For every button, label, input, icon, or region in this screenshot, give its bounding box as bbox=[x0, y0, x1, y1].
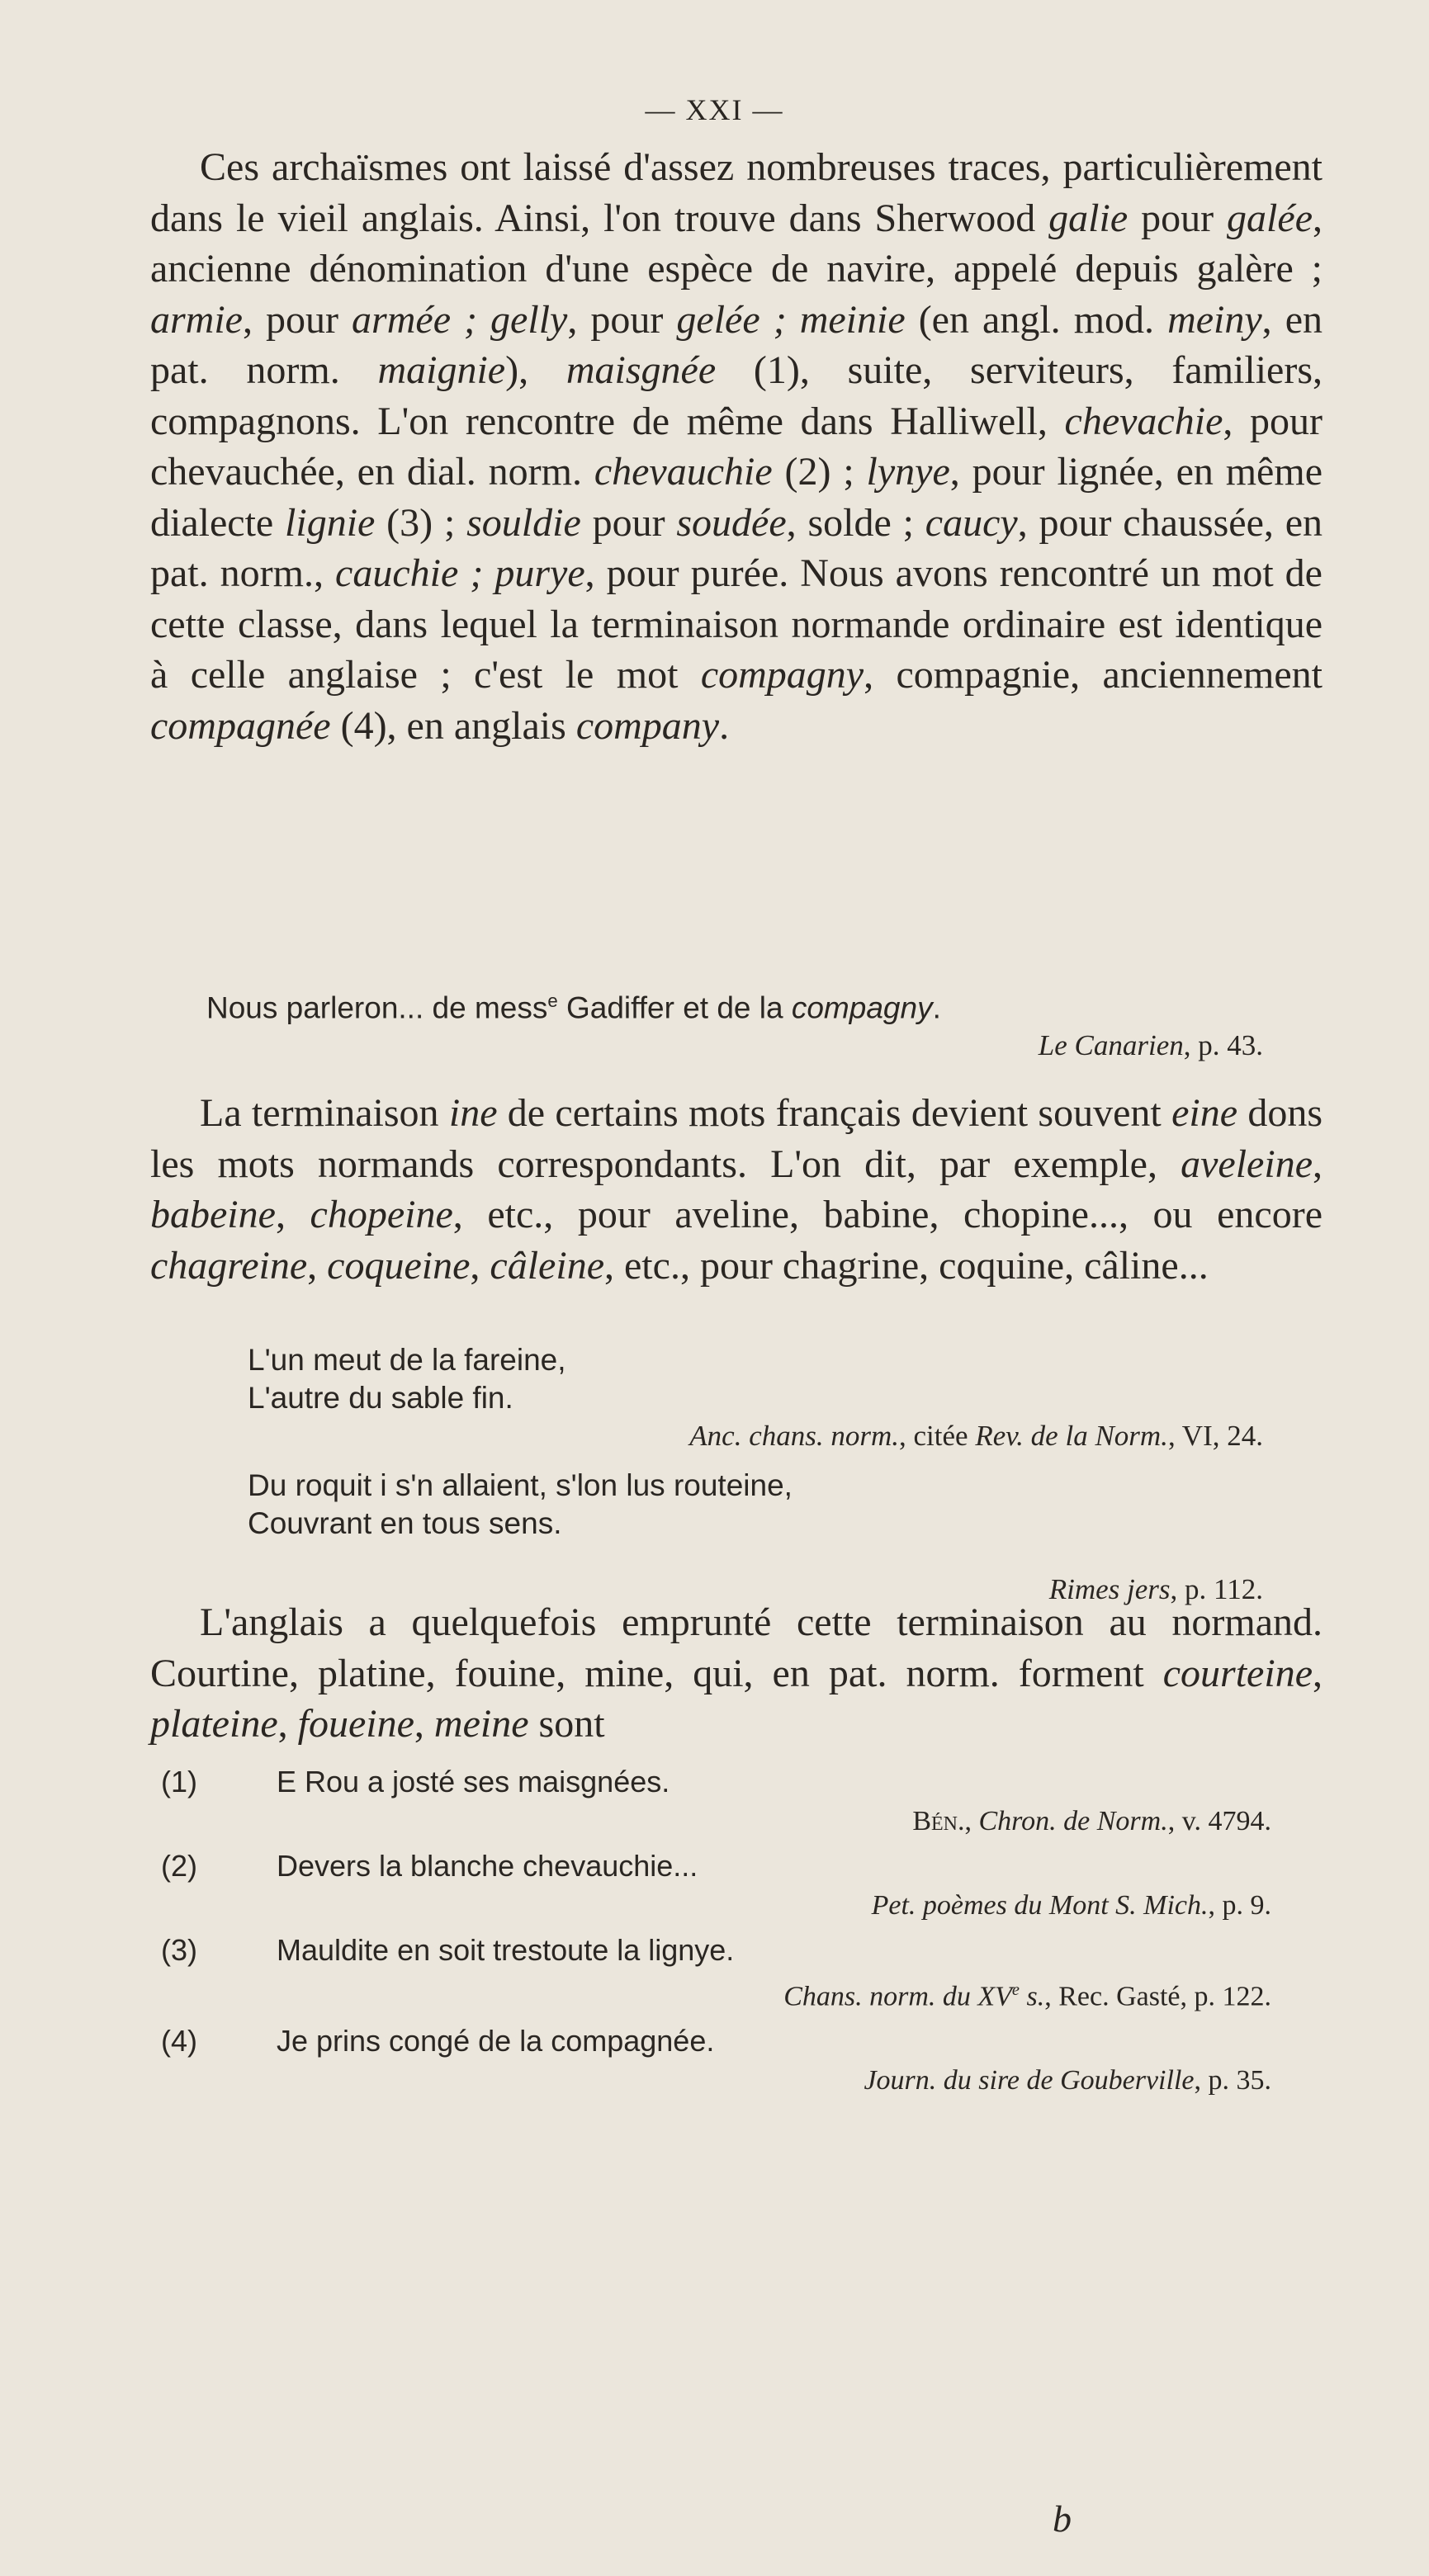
text-run: (2) ; bbox=[772, 450, 867, 494]
text-run: (3) ; bbox=[375, 500, 467, 545]
quote-citation bbox=[206, 1027, 1280, 1065]
text-run: dons les mots normands correspondants. L'on dit, par exemple, bbox=[150, 1091, 1323, 1186]
text-run: ), bbox=[505, 348, 566, 392]
italic-run: babeine bbox=[150, 1193, 276, 1236]
text-run: L'un meut de la fareine, bbox=[248, 1343, 566, 1377]
text-run: , bbox=[277, 1702, 298, 1746]
text-run: , ancienne dénomination d'une espèce de navire, appelé depuis galère ; bbox=[150, 196, 1323, 291]
text-run: , p. 35. bbox=[1194, 2065, 1271, 2096]
text-run: Gadiffer et de la bbox=[557, 990, 792, 1025]
italic-run: meine bbox=[433, 1702, 529, 1746]
paragraph-anglais bbox=[150, 1597, 1323, 1750]
text-run: L'autre du sable fin. bbox=[248, 1381, 513, 1415]
italic-run: câleine bbox=[490, 1243, 604, 1288]
text-run: , bbox=[470, 1243, 490, 1288]
footnote-citation bbox=[277, 1802, 1284, 1841]
text-run: , bbox=[1313, 1651, 1323, 1695]
italic-run: eine bbox=[1171, 1091, 1238, 1135]
italic-run: Rev. de la Norm. bbox=[975, 1420, 1168, 1452]
text-run: Ces archaïsmes ont laissé d'assez nombreuses traces, particulièrement dans le vieil anglais. Ainsi, l'on trouve dans Sherwood bbox=[150, 145, 1323, 240]
footnote-text bbox=[277, 1846, 1284, 1886]
text-run: sont bbox=[528, 1702, 605, 1746]
italic-run: caucy bbox=[925, 500, 1018, 545]
italic-run: soudée bbox=[676, 500, 787, 545]
italic-run: meiny bbox=[1167, 297, 1262, 342]
text-run: Du roquit i s'n allaient, s'lon lus routeine, bbox=[248, 1468, 793, 1502]
italic-run: compagnée bbox=[150, 703, 331, 748]
text-run: , citée bbox=[899, 1420, 976, 1452]
italic-run: gelée ; meinie bbox=[676, 297, 906, 342]
italic-run: chevachie bbox=[1064, 399, 1223, 443]
italic-run: Anc. chans. norm. bbox=[689, 1420, 900, 1452]
italic-run: chopeine bbox=[310, 1193, 453, 1236]
italic-run: Chans. norm. du XV bbox=[783, 1981, 1012, 2012]
footnote-citation bbox=[277, 2061, 1284, 2101]
footnote-number: (4) bbox=[161, 2024, 197, 2058]
page-header: — XXI — bbox=[645, 93, 784, 126]
italic-run: coqueine bbox=[327, 1243, 471, 1288]
text-run: (en angl. mod. bbox=[905, 297, 1168, 342]
text-run: pour bbox=[1128, 196, 1228, 240]
text-run: Nous parleron... de mess bbox=[206, 990, 548, 1025]
italic-run: maisgnée bbox=[565, 348, 717, 392]
text-run: . bbox=[932, 990, 941, 1025]
text-run: , pour lignée, en même dialecte bbox=[150, 450, 1323, 545]
paragraph-text bbox=[150, 1088, 1323, 1291]
text-run: , p. 43. bbox=[1183, 1029, 1263, 1062]
italic-run: Rimes jers bbox=[1048, 1573, 1171, 1605]
text-run: , bbox=[275, 1193, 310, 1236]
footnote bbox=[161, 1931, 1284, 2016]
text-run: Mauldite en soit trestoute la lignye. bbox=[277, 1933, 735, 1967]
quote-line bbox=[206, 982, 1280, 1027]
italic-run: e bbox=[1011, 1981, 1020, 1999]
italic-run: armée ; gelly bbox=[352, 297, 568, 342]
footnote-text bbox=[277, 1931, 1284, 1970]
text-run: e bbox=[547, 990, 558, 1011]
paragraph-text bbox=[150, 1597, 1323, 1750]
quote-line bbox=[248, 1505, 1280, 1543]
italic-run: lynye bbox=[866, 450, 950, 494]
quote-citation bbox=[248, 1417, 1280, 1455]
text-run: , bbox=[964, 1806, 979, 1836]
italic-run: Chron. de Norm. bbox=[978, 1806, 1168, 1836]
quote-rimes-jers bbox=[248, 1467, 1280, 1609]
text-run: , Rec. Gasté, p. 122. bbox=[1044, 1981, 1271, 2012]
paragraph-archaisms bbox=[150, 142, 1323, 751]
italic-run: cauchie ; purye bbox=[335, 551, 585, 595]
text-run: , v. 4794. bbox=[1167, 1806, 1271, 1836]
italic-run: Journ. du sire de Gouberville bbox=[864, 2065, 1195, 2096]
quote-canarien bbox=[206, 982, 1280, 1065]
italic-run: compagny bbox=[700, 653, 864, 697]
text-run: , bbox=[1313, 1141, 1323, 1186]
italic-run: Pet. poèmes du Mont S. Mich. bbox=[871, 1890, 1209, 1921]
footnote-citation bbox=[277, 1886, 1284, 1926]
text-run: Devers la blanche chevauchie... bbox=[277, 1849, 698, 1883]
footnote-citation bbox=[277, 1970, 1284, 2016]
signature-mark: b bbox=[1053, 2498, 1072, 2540]
text-run: , pour purée. Nous avons rencontré un mot de cette classe, dans lequel la terminaison normande ordinaire est identique à celle anglaise ; c'est le mot bbox=[150, 551, 1323, 697]
italic-run: s. bbox=[1019, 1981, 1045, 2012]
italic-run: chagreine bbox=[150, 1243, 308, 1288]
text-run: (1), suite, serviteurs, familiers, compagnons. L'on rencontre de même dans Halliwell, bbox=[150, 348, 1323, 443]
italic-run: lignie bbox=[285, 500, 376, 545]
text-run: , bbox=[307, 1243, 328, 1288]
italic-run: armie bbox=[150, 297, 243, 342]
italic-run: souldie bbox=[466, 500, 581, 545]
text-run: , solde ; bbox=[786, 500, 925, 545]
text-run: L'anglais a quelquefois emprunté cette terminaison au normand. Courtine, platine, fouine, mine, qui, en pat. norm. forment bbox=[150, 1600, 1323, 1695]
text-run: , compagnie, anciennement bbox=[864, 653, 1323, 697]
italic-run: courteine bbox=[1162, 1651, 1313, 1695]
text-run: , pour chaussée, en pat. norm., bbox=[150, 500, 1323, 595]
footnote-text bbox=[277, 2021, 1284, 2061]
footnote bbox=[161, 2021, 1284, 2101]
italic-run: maignie bbox=[377, 348, 506, 392]
text-run: , p. 112. bbox=[1170, 1573, 1263, 1605]
text-run: , pour bbox=[567, 297, 677, 342]
paragraph-eine bbox=[150, 1088, 1323, 1291]
text-run: Je prins congé de la compagnée. bbox=[277, 2024, 715, 2058]
footnote-number: (2) bbox=[161, 1849, 197, 1883]
italic-run: company bbox=[575, 703, 720, 748]
footnote-text bbox=[277, 1762, 1284, 1802]
text-run: de certains mots français devient souvent bbox=[497, 1091, 1172, 1135]
quote-line bbox=[248, 1467, 1280, 1505]
footnote-number: (3) bbox=[161, 1933, 197, 1967]
text-run: , VI, 24. bbox=[1167, 1420, 1263, 1452]
text-run: Couvrant en tous sens. bbox=[248, 1506, 562, 1540]
italic-run: foueine bbox=[297, 1702, 414, 1746]
italic-run: chevauchie bbox=[594, 450, 773, 494]
text-run: , en pat. norm. bbox=[150, 297, 1323, 392]
text-run: , etc., pour chagrine, coquine, câline... bbox=[604, 1243, 1209, 1288]
quote-line bbox=[248, 1379, 1280, 1417]
footnote-number: (1) bbox=[161, 1765, 197, 1798]
paragraph-text bbox=[150, 142, 1323, 751]
italic-run: plateine bbox=[150, 1702, 278, 1746]
italic-run: aveleine bbox=[1181, 1141, 1313, 1186]
text-run: pour bbox=[580, 500, 677, 545]
quote-anc-chans bbox=[248, 1341, 1280, 1455]
italic-run: galie bbox=[1048, 196, 1129, 240]
text-run: , pour bbox=[242, 297, 353, 342]
italic-run: ine bbox=[448, 1091, 498, 1135]
text-run: (4), en anglais bbox=[330, 703, 576, 748]
text-run: , pour chevauchée, en dial. norm. bbox=[150, 399, 1323, 494]
text-run: , p. 9. bbox=[1208, 1890, 1271, 1921]
text-run: , bbox=[414, 1702, 434, 1746]
quote-line bbox=[248, 1341, 1280, 1379]
italic-run: compagny bbox=[791, 990, 933, 1025]
text-run: , etc., pour aveline, babine, chopine..., ou encore bbox=[452, 1193, 1323, 1236]
text-run: La terminaison bbox=[200, 1091, 449, 1135]
italic-run: Le Canarien bbox=[1038, 1029, 1184, 1062]
text-run: . bbox=[719, 703, 730, 748]
footnotes bbox=[161, 1762, 1284, 2106]
text-run: E Rou a josté ses maisgnées. bbox=[277, 1765, 670, 1798]
small-caps-run: Bén. bbox=[912, 1806, 965, 1836]
footnote bbox=[161, 1846, 1284, 1926]
italic-run: galée bbox=[1227, 196, 1313, 240]
footnote bbox=[161, 1762, 1284, 1841]
